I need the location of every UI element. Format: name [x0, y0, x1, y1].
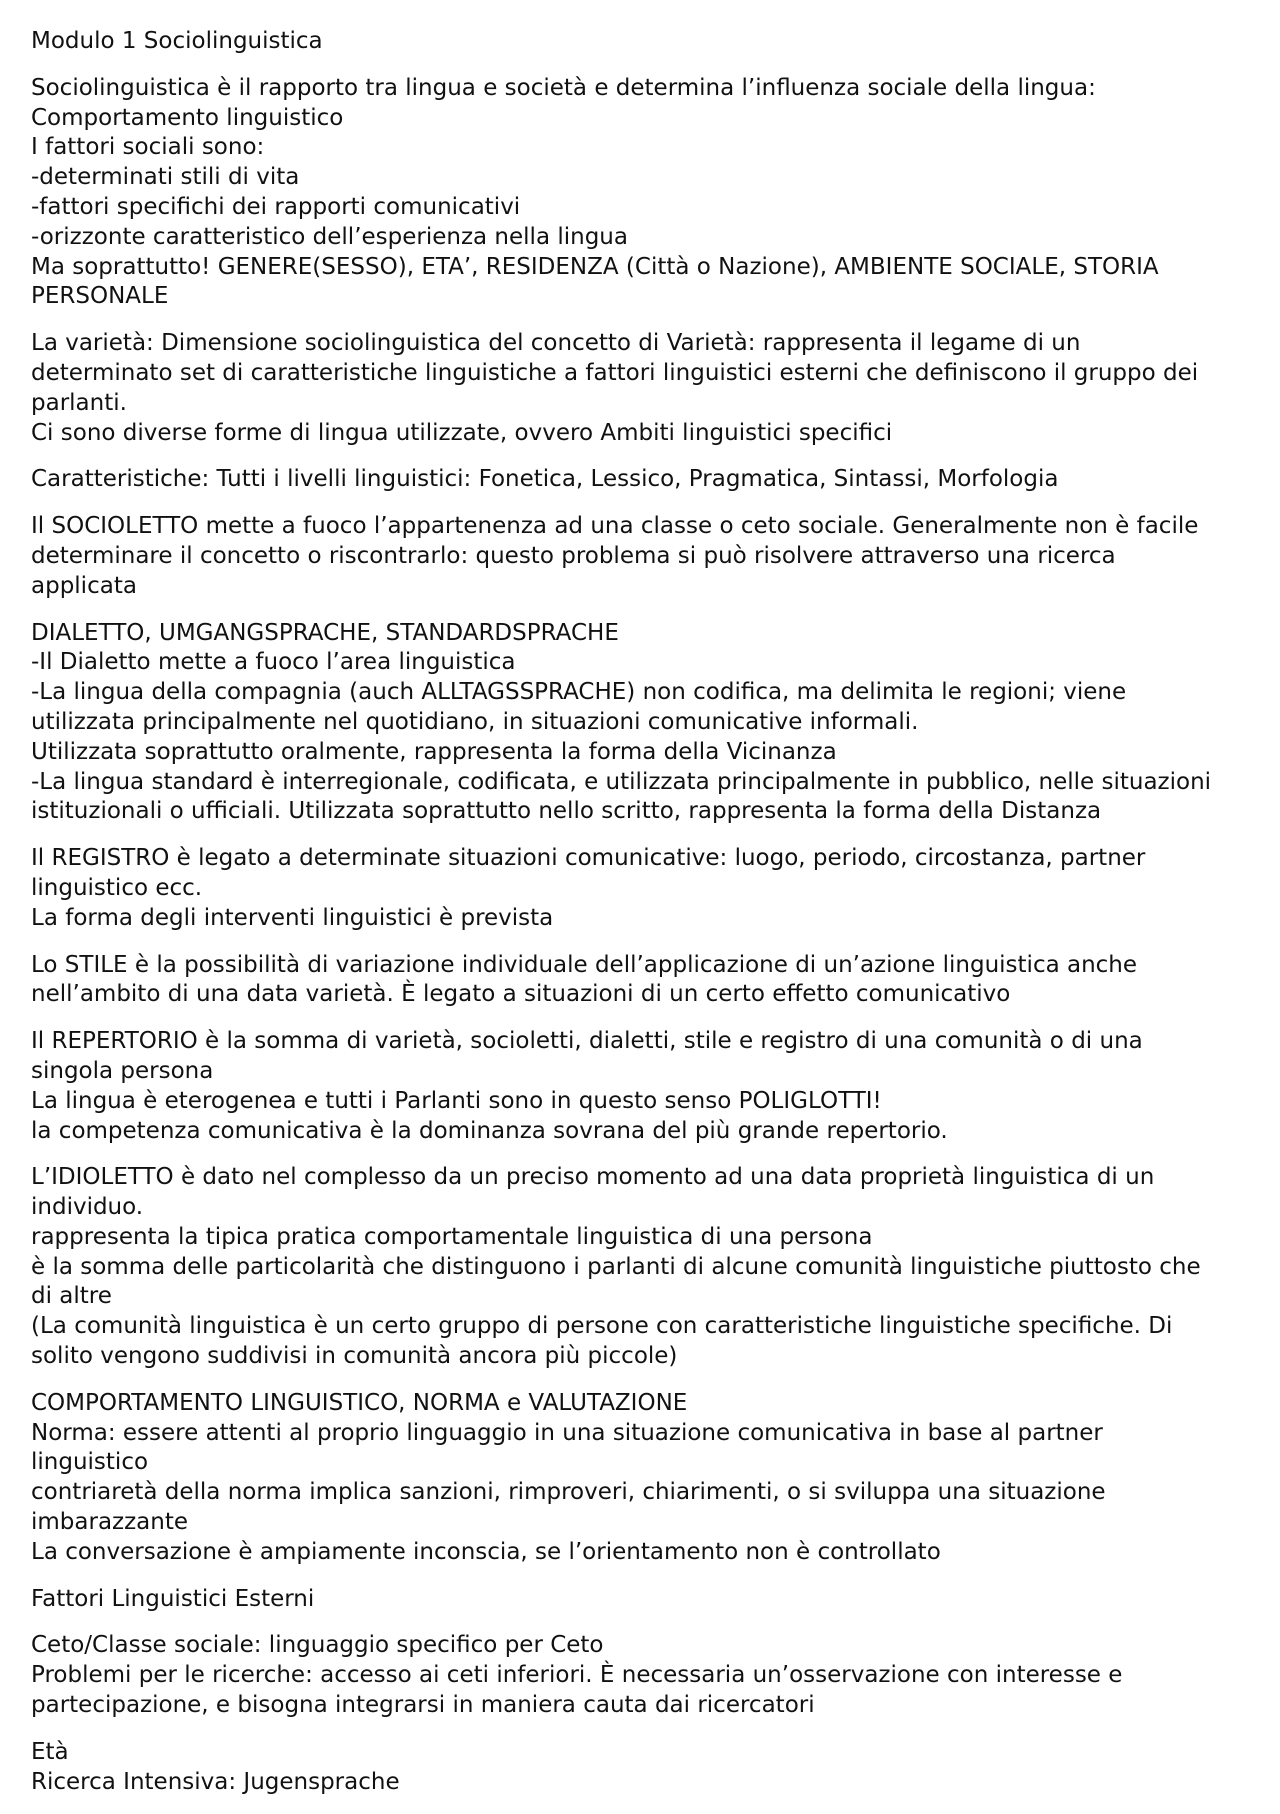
paragraph-title	[31, 27, 1266, 57]
text-line: Problemi per le ricerche: accesso ai ceti inferiori. È necessaria un’osservazione con interesse e	[31, 1662, 1123, 1689]
text-line: La lingua è eterogenea e tutti i Parlanti sono in questo senso POLIGLOTTI!	[31, 1087, 882, 1114]
text-line: Ricerca Intensiva: Jugensprache	[31, 1768, 400, 1795]
paragraph-varieta	[31, 329, 1266, 448]
text-line: PERSONALE	[31, 283, 169, 310]
paragraph-idioletto	[31, 1163, 1266, 1372]
text-line: -La lingua della compagnia (auch ALLTAGSSPRACHE) non codifica, ma delimita le regioni; viene	[31, 679, 1127, 706]
text-line: -Il Dialetto mette a fuoco l’area linguistica	[31, 649, 516, 676]
text-line: utilizzata principalmente nel quotidiano, in situazioni comunicative informali.	[31, 708, 919, 735]
text-line: Lo STILE è la possibilità di variazione individuale dell’applicazione di un’azione linguistica anche	[31, 951, 1138, 978]
text-line: La varietà: Dimensione sociolinguistica del concetto di Varietà: rappresenta il legame di un	[31, 330, 1081, 357]
text-line: Il REGISTRO è legato a determinate situazioni comunicative: luogo, periodo, circostanza, partner	[31, 845, 1146, 872]
text-line: -La lingua standard è interregionale, codificata, e utilizzata principalmente in pubblico, nelle situazioni	[31, 768, 1212, 795]
text-line: determinato set di caratteristiche linguistiche a fattori linguistici esterni che definiscono il gruppo dei	[31, 359, 1199, 386]
text-line: è la somma delle particolarità che distinguono i parlanti di alcune comunità linguistiche piuttosto che	[31, 1253, 1201, 1280]
paragraph-caratteristiche	[31, 465, 1266, 495]
paragraph-comportamento	[31, 1389, 1266, 1568]
text-line: Ceto/Classe sociale: linguaggio specifico per Ceto	[31, 1632, 604, 1659]
paragraph-dialetto	[31, 619, 1266, 828]
text-line: -determinati stili di vita	[31, 164, 300, 191]
text-line: linguistico	[31, 1449, 149, 1476]
text-line: Il REPERTORIO è la somma di varietà, socioletti, dialetti, stile e registro di una comunità o di una	[31, 1028, 1143, 1055]
text-line: singola persona	[31, 1057, 214, 1084]
text-line: linguistico ecc.	[31, 874, 203, 901]
text-line: individuo.	[31, 1194, 144, 1221]
text-line: COMPORTAMENTO LINGUISTICO, NORMA e VALUTAZIONE	[31, 1389, 688, 1416]
text-line: I fattori sociali sono:	[31, 134, 265, 161]
text-line: la competenza comunicativa è la dominanza sovrana del più grande repertorio.	[31, 1117, 948, 1144]
document-page	[31, 27, 1266, 1814]
paragraph-fattori	[31, 1585, 1266, 1615]
text-line: (La comunità linguistica è un certo gruppo di persone con caratteristiche linguistiche specifiche. Di	[31, 1313, 1173, 1340]
paragraph-socioletto	[31, 512, 1266, 601]
text-line: partecipazione, e bisogna integrarsi in maniera cauta dai ricercatori	[31, 1692, 815, 1719]
text-line: Sociolinguistica è il rapporto tra lingua e società e determina l’influenza sociale della lingua:	[31, 74, 1096, 101]
text-line: La forma degli interventi linguistici è prevista	[31, 904, 554, 931]
text-line: Utilizzata soprattutto oralmente, rappresenta la forma della Vicinanza	[31, 738, 837, 765]
paragraph-registro	[31, 844, 1266, 933]
text-line: parlanti.	[31, 389, 127, 416]
text-line: applicata	[31, 572, 137, 599]
paragraph-repertorio	[31, 1027, 1266, 1146]
text-line: Norma: essere attenti al proprio linguaggio in una situazione comunicativa in base al partner	[31, 1419, 1103, 1446]
text-line: -fattori specifichi dei rapporti comunicativi	[31, 193, 521, 220]
text-line: La conversazione è ampiamente inconscia, se l’orientamento non è controllato	[31, 1538, 941, 1565]
paragraph-stile	[31, 951, 1266, 1011]
text-line: Il SOCIOLETTO mette a fuoco l’appartenenza ad una classe o ceto sociale. Generalmente non è facile	[31, 513, 1199, 540]
text-line: Comportamento linguistico	[31, 104, 344, 131]
text-line: di altre	[31, 1283, 112, 1310]
text-line: nell’ambito di una data varietà. È legato a situazioni di un certo effetto comunicativo	[31, 981, 1011, 1008]
text-line: solito vengono suddivisi in comunità ancora più piccole)	[31, 1343, 678, 1370]
paragraph-sociolinguistica	[31, 74, 1266, 312]
text-line: -orizzonte caratteristico dell’esperienza nella lingua	[31, 223, 628, 250]
paragraph-ceto	[31, 1631, 1266, 1720]
text-line: L’IDIOLETTO è dato nel complesso da un preciso momento ad una data proprietà linguistica di un	[31, 1164, 1155, 1191]
text-line: Età	[31, 1738, 69, 1765]
text-line: Fattori Linguistici Esterni	[31, 1585, 315, 1612]
text-line: Caratteristiche: Tutti i livelli linguistici: Fonetica, Lessico, Pragmatica, Sintassi, Morfologia	[31, 466, 1059, 493]
text-line: Ma soprattutto! GENERE(SESSO), ETA’, RESIDENZA (Città o Nazione), AMBIENTE SOCIALE, STORIA	[31, 253, 1159, 280]
text-line: istituzionali o ufficiali. Utilizzata soprattutto nello scritto, rappresenta la forma della Distanza	[31, 798, 1102, 825]
text-line: contriaretà della norma implica sanzioni, rimproveri, chiarimenti, o si sviluppa una situazione	[31, 1479, 1106, 1506]
text-line: Modulo 1 Sociolinguistica	[31, 28, 323, 54]
text-line: determinare il concetto o riscontrarlo: questo problema si può risolvere attraverso una ricerca	[31, 542, 1116, 569]
text-line: Ci sono diverse forme di lingua utilizzate, ovvero Ambiti linguistici specifici	[31, 419, 893, 446]
text-line: rappresenta la tipica pratica comportamentale linguistica di una persona	[31, 1223, 873, 1250]
paragraph-eta	[31, 1738, 1266, 1798]
text-line: imbarazzante	[31, 1509, 189, 1536]
text-line: DIALETTO, UMGANGSPRACHE, STANDARDSPRACHE	[31, 619, 619, 646]
